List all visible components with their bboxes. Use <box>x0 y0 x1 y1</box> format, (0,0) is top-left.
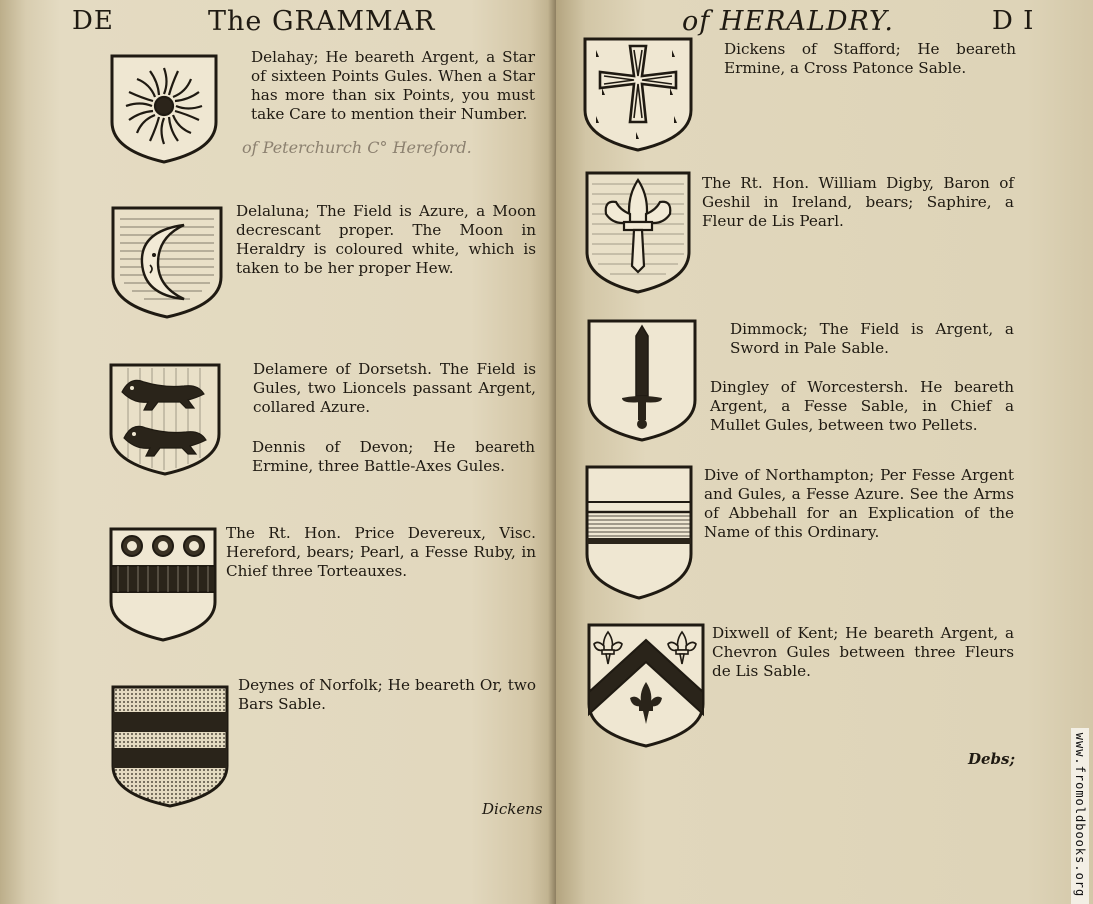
left-catchword: Dickens <box>482 800 543 818</box>
right-catchword: Debs; <box>968 750 1016 768</box>
entry-devereux: The Rt. Hon. Price Devereux, Visc. Hereford, bears; Pearl, a Fesse Ruby, in Chief three Torteauxes. <box>226 524 536 580</box>
shield-lions-icon <box>108 362 222 476</box>
entry-delamere: Delamere of Dorsetsh. The Field is Gules, two Lioncels passant Argent, collared Azure. <box>253 360 536 416</box>
watermark-text: www.fromoldbooks.org <box>1073 732 1087 898</box>
right-signature: D I <box>992 6 1035 36</box>
shield-chevron-icon <box>586 622 706 748</box>
entry-digby: The Rt. Hon. William Digby, Baron of Geshil in Ireland, bears; Saphire, a Fleur de Lis Pearl. <box>702 174 1014 230</box>
shield-bars-icon <box>110 684 230 808</box>
entry-delahay: Delahay; He beareth Argent, a Star of sixteen Points Gules. When a Star has more than six Points, you must take Care to mention their Number. <box>251 48 535 123</box>
entry-dickens: Dickens of Stafford; He beareth Ermine, a Cross Patonce Sable. <box>724 40 1016 77</box>
entry-dingley: Dingley of Worcestersh. He beareth Argent, a Fesse Sable, in Chief a Mullet Gules, between two Pellets. <box>710 378 1014 434</box>
shield-sword-icon <box>586 318 698 442</box>
shield-moon-icon <box>110 205 224 319</box>
entry-dixwell: Dixwell of Kent; He beareth Argent, a Chevron Gules between three Fleurs de Lis Sable. <box>712 624 1014 680</box>
entry-dennis: Dennis of Devon; He beareth Ermine, three Battle-Axes Gules. <box>252 438 535 475</box>
handwritten-note: of Peterchurch C° Hereford. <box>242 138 472 157</box>
entry-delaluna: Delaluna; The Field is Azure, a Moon decrescant proper. The Moon in Heraldry is coloured white, which is taken to be her proper Hew. <box>236 202 536 277</box>
watermark-strip <box>1071 728 1089 904</box>
shield-fesse-icon <box>584 464 694 600</box>
right-running-title: of HERALDRY. <box>682 6 894 37</box>
entry-dimmock: Dimmock; The Field is Argent, a Sword in Pale Sable. <box>730 320 1014 357</box>
shield-torteaux-icon <box>108 526 218 642</box>
shield-star-icon <box>108 52 220 164</box>
left-signature: DE <box>72 6 114 36</box>
shield-fleur-de-lis-icon <box>584 170 692 294</box>
left-running-title: The GRAMMAR <box>208 6 436 37</box>
shield-cross-icon <box>582 36 694 152</box>
right-page <box>556 0 1093 904</box>
entry-dive: Dive of Northampton; Per Fesse Argent and Gules, a Fesse Azure. See the Arms of Abbehall for an Explication of the Name of this Ordinary. <box>704 466 1014 541</box>
entry-deynes: Deynes of Norfolk; He beareth Or, two Bars Sable. <box>238 676 536 713</box>
